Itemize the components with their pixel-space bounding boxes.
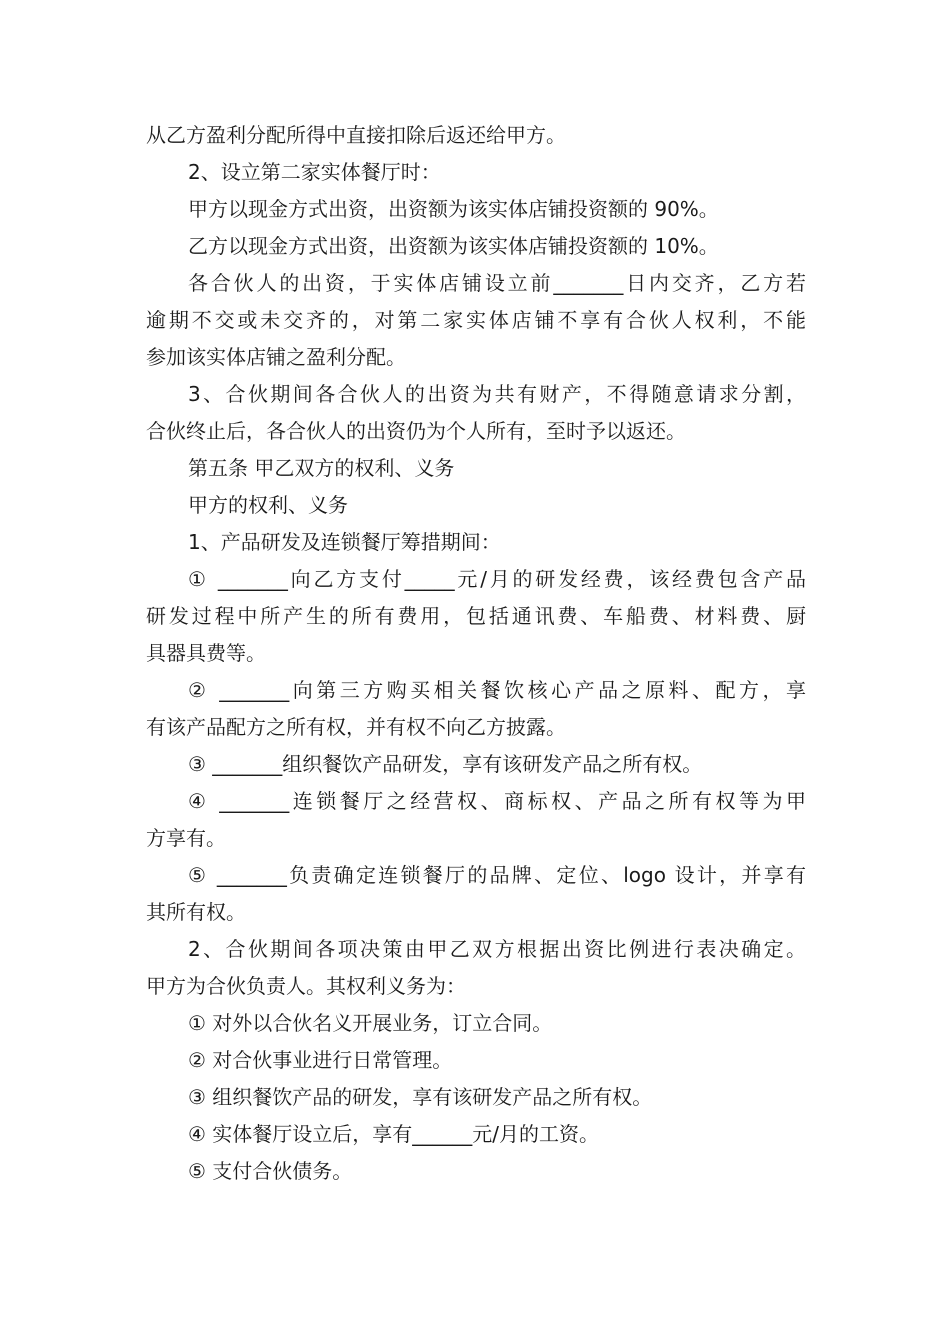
document-line: 2、设立第二家实体餐厅时： bbox=[188, 160, 441, 184]
document-line: 甲方的权利、义务 bbox=[188, 493, 348, 517]
document-line: 参加该实体店铺之盈利分配。 bbox=[146, 345, 406, 369]
document-line: 甲方以现金方式出资，出资额为该实体店铺投资额的 90%。 bbox=[188, 197, 719, 221]
document-line: ③ _______组织餐饮产品研发，享有该研发产品之所有权。 bbox=[188, 752, 703, 776]
document-line: ① 对外以合伙名义开展业务，订立合同。 bbox=[188, 1011, 553, 1035]
document-line: 其所有权。 bbox=[146, 900, 246, 924]
document-line: ⑤ 支付合伙债务。 bbox=[188, 1159, 353, 1183]
document-line: ① _______向乙方支付_____元/月的研发经费，该经费包含产品 bbox=[188, 567, 806, 591]
document-line: ⑤ _______负责确定连锁餐厅的品牌、定位、logo 设计，并享有 bbox=[188, 863, 806, 887]
document-line: 乙方以现金方式出资，出资额为该实体店铺投资额的 10%。 bbox=[188, 234, 719, 258]
document-line: 具器具费等。 bbox=[146, 641, 266, 665]
document-line: 甲方为合伙负责人。其权利义务为： bbox=[146, 974, 466, 998]
document-line: 2、合伙期间各项决策由甲乙双方根据出资比例进行表决确定。 bbox=[188, 937, 806, 961]
document-line: 有该产品配方之所有权，并有权不向乙方披露。 bbox=[146, 715, 566, 739]
document-line: 3、合伙期间各合伙人的出资为共有财产，不得随意请求分割， bbox=[188, 382, 806, 406]
document-line: 逾期不交或未交齐的，对第二家实体店铺不享有合伙人权利，不能 bbox=[146, 308, 806, 332]
document-line: 第五条 甲乙双方的权利、义务 bbox=[188, 456, 455, 480]
document-line: ④ _______连锁餐厅之经营权、商标权、产品之所有权等为甲 bbox=[188, 789, 806, 813]
document-body bbox=[146, 117, 806, 1190]
document-line: 方享有。 bbox=[146, 826, 226, 850]
document-line: 从乙方盈利分配所得中直接扣除后返还给甲方。 bbox=[146, 123, 566, 147]
document-line: ④ 实体餐厅设立后，享有______元/月的工资。 bbox=[188, 1122, 600, 1146]
document-line: ② _______向第三方购买相关餐饮核心产品之原料、配方，享 bbox=[188, 678, 806, 702]
document-line: 1、产品研发及连锁餐厅筹措期间： bbox=[188, 530, 501, 554]
document-line: 合伙终止后，各合伙人的出资仍为个人所有，至时予以返还。 bbox=[146, 419, 686, 443]
document-line: ② 对合伙事业进行日常管理。 bbox=[188, 1048, 453, 1072]
document-line: 各合伙人的出资，于实体店铺设立前_______日内交齐，乙方若 bbox=[188, 271, 806, 295]
document-line: 研发过程中所产生的所有费用，包括通讯费、车船费、材料费、厨 bbox=[146, 604, 806, 628]
document-line: ③ 组织餐饮产品的研发，享有该研发产品之所有权。 bbox=[188, 1085, 653, 1109]
